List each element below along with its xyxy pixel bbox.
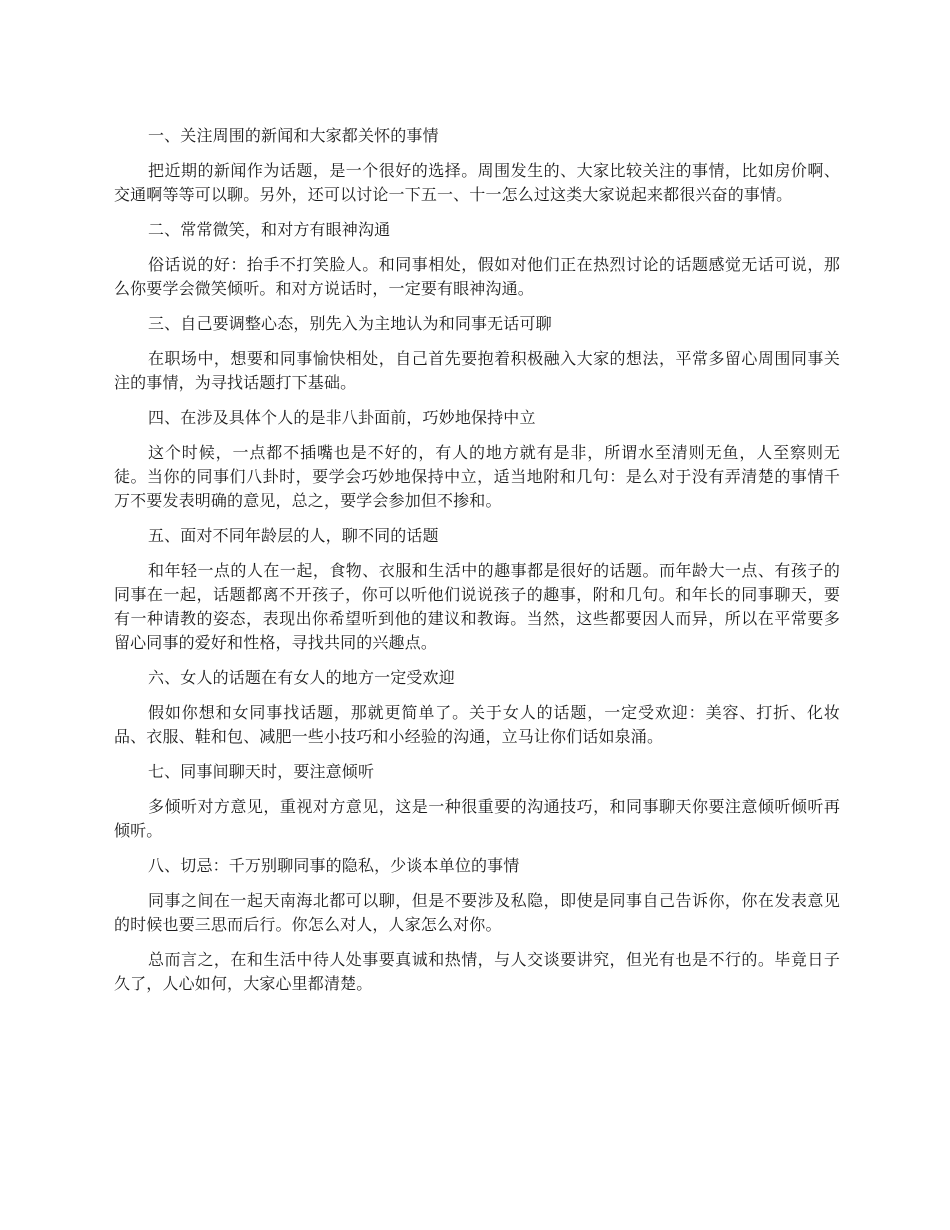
section-paragraph-5: 和年轻一点的人在一起，食物、衣服和生活中的趣事都是很好的话题。而年龄大一点、有孩子的同事在一起，话题都离不开孩子，你可以听他们说说孩子的趣事，附和几句。和年长的同事聊天，要有一种请教的姿态，表现出你希望听到他的建议和教诲。当然，这些都要因人而异，所以在平常要多留心同事的爱好和性格，寻找共同的兴趣点。: [114, 561, 840, 652]
section-paragraph-4: 这个时候，一点都不插嘴也是不好的，有人的地方就有是非，所谓水至清则无鱼，人至察则无徒。当你的同事们八卦时，要学会巧妙地保持中立，适当地附和几句：是么对于没有弄清楚的事情千万不要发表明确的意见，总之，要学会参加但不掺和。: [114, 443, 840, 510]
section-heading-8: 八、切忌：千万别聊同事的隐私，少谈本单位的事情: [148, 856, 520, 875]
section-heading-3: 三、自己要调整心态，别先入为主地认为和同事无话可聊: [148, 314, 552, 333]
section-paragraph-7: 多倾听对方意见，重视对方意见，这是一种很重要的沟通技巧，和同事聊天你要注意倾听倾听再倾听。: [114, 797, 840, 840]
section-heading-6: 六、女人的话题在有女人的地方一定受欢迎: [148, 668, 455, 687]
conclusion-paragraph: 总而言之，在和生活中待人处事要真诚和热情，与人交谈要讲究，但光有也是不行的。毕竟日子久了，人心如何，大家心里都清楚。: [114, 950, 840, 993]
section-paragraph-8: 同事之间在一起天南海北都可以聊，但是不要涉及私隐，即使是同事自己告诉你，你在发表意见的时候也要三思而后行。你怎么对人，人家怎么对你。: [114, 891, 840, 934]
section-paragraph-6: 假如你想和女同事找话题，那就更简单了。关于女人的话题，一定受欢迎：美容、打折、化妆品、衣服、鞋和包、减肥一些小技巧和小经验的沟通，立马让你们话如泉涌。: [114, 703, 840, 746]
section-heading-2: 二、常常微笑，和对方有眼神沟通: [148, 220, 391, 239]
section-heading-7: 七、同事间聊天时，要注意倾听: [148, 762, 375, 781]
section-paragraph-2: 俗话说的好：抬手不打笑脸人。和同事相处，假如对他们正在热烈讨论的话题感觉无话可说，那么你要学会微笑倾听。和对方说话时，一定要有眼神沟通。: [114, 255, 840, 298]
document-body: [114, 124, 840, 1007]
section-paragraph-3: 在职场中，想要和同事愉快相处，自己首先要抱着积极融入大家的想法，平常多留心周围同事关注的事情，为寻找话题打下基础。: [114, 349, 840, 392]
section-paragraph-1: 把近期的新闻作为话题，是一个很好的选择。周围发生的、大家比较关注的事情，比如房价啊、交通啊等等可以聊。另外，还可以讨论一下五一、十一怎么过这类大家说起来都很兴奋的事情。: [114, 161, 840, 204]
section-heading-1: 一、关注周围的新闻和大家都关怀的事情: [148, 126, 439, 145]
section-heading-5: 五、面对不同年龄层的人，聊不同的话题: [148, 526, 439, 545]
section-heading-4: 四、在涉及具体个人的是非八卦面前，巧妙地保持中立: [148, 408, 536, 427]
